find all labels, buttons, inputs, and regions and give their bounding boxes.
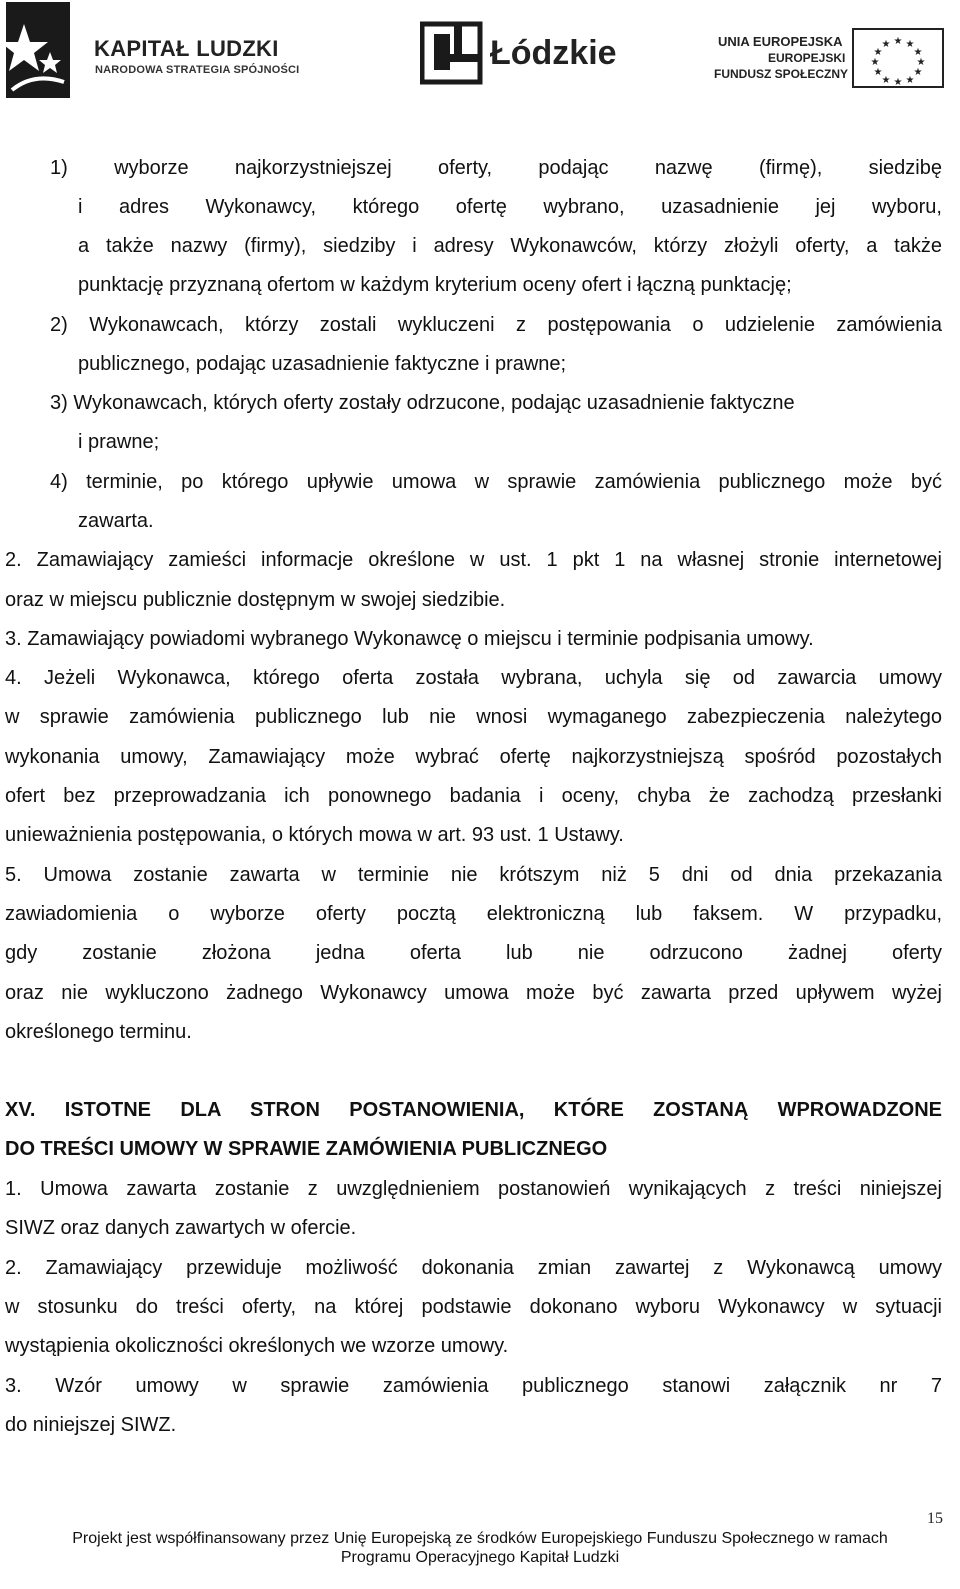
- paragraph-line: określonego terminu.: [5, 1021, 192, 1043]
- paragraph-line: 5. Umowa zostanie zawarta w terminie nie krótszym niż 5 dni od dnia przekazania: [5, 864, 942, 886]
- paragraph-line: 3) Wykonawcach, których oferty zostały odrzucone, podając uzasadnienie faktyczne: [50, 392, 795, 414]
- lodzkie-text: Łódzkie: [490, 34, 617, 72]
- footer-line-1: Projekt jest współfinansowany przez Unię Europejską ze środków Europejskiego Funduszu Społecznego w ramach: [72, 1530, 888, 1547]
- paragraph-line: a także nazwy (firmy), siedziby i adresy Wykonawców, którzy złożyli oferty, a także: [78, 235, 942, 257]
- paragraph-line: publicznego, podając uzasadnienie faktyczne i prawne;: [78, 353, 567, 375]
- svg-text:★: ★: [916, 57, 926, 68]
- paragraph-line: 2. Zamawiający zamieści informacje określone w ust. 1 pkt 1 na własnej stronie internetowej: [5, 549, 942, 571]
- eu-logo: [714, 22, 954, 92]
- paragraph-line: do niniejszej SIWZ.: [5, 1414, 177, 1436]
- kapital-ludzki-title: KAPITAŁ LUDZKI: [94, 36, 279, 61]
- paragraph-line: 2. Zamawiający przewiduje możliwość dokonania zmian zawartej z Wykonawcą umowy: [5, 1257, 942, 1279]
- paragraph-line: unieważnienia postępowania, o których mowa w art. 93 ust. 1 Ustawy.: [5, 824, 624, 846]
- page-header: [0, 0, 960, 100]
- svg-text:★: ★: [893, 77, 903, 88]
- eu-line-3: FUNDUSZ SPOŁECZNY: [714, 67, 849, 81]
- paragraph-line: zawiadomienia o wyborze oferty pocztą elektroniczną lub faksem. W przypadku,: [5, 903, 942, 925]
- paragraph-line: zawarta.: [78, 510, 154, 532]
- paragraph-line: wykonania umowy, Zamawiający może wybrać ofertę najkorzystniejszą spośród pozostałych: [5, 746, 942, 768]
- kapital-ludzki-subtitle: NARODOWA STRATEGIA SPÓJNOŚCI: [95, 64, 300, 76]
- svg-text:★: ★: [873, 47, 883, 58]
- paragraph-line: w sprawie zamówienia publicznego lub nie wnosi wymaganego zabezpieczenia należytego: [5, 706, 942, 728]
- svg-text:★: ★: [873, 67, 883, 78]
- paragraph-line: i adres Wykonawcy, którego ofertę wybrano, uzasadnienie jej wyboru,: [78, 196, 942, 218]
- kapital-ludzki-logo: [4, 2, 304, 98]
- paragraph-line: SIWZ oraz danych zawartych w ofercie.: [5, 1217, 357, 1239]
- paragraph-line: 4. Jeżeli Wykonawca, którego oferta została wybrana, uchyla się od zawarcia umowy: [5, 667, 942, 689]
- kapital-ludzki-star-icon: [4, 2, 74, 98]
- svg-text:★: ★: [913, 47, 923, 58]
- paragraph-line: wystąpienia okoliczności określonych we wzorze umowy.: [5, 1335, 509, 1357]
- lodzkie-emblem-icon: [420, 20, 484, 86]
- paragraph-line: 3. Zamawiający powiadomi wybranego Wykonawcę o miejscu i terminie podpisania umowy.: [5, 628, 814, 650]
- svg-text:★: ★: [870, 57, 880, 68]
- svg-text:★: ★: [893, 36, 903, 47]
- paragraph-line: ofert bez przeprowadzania ich ponownego badania i oceny, chyba że zachodzą przesłanki: [5, 785, 942, 807]
- footer-line-2: Programu Operacyjnego Kapitał Ludzki: [340, 1549, 620, 1566]
- paragraph-line: 2) Wykonawcach, którzy zostali wykluczeni z postępowania o udzielenie zamówienia: [50, 314, 942, 336]
- eu-line-2: EUROPEJSKI: [768, 51, 846, 65]
- paragraph-line: 1. Umowa zawarta zostanie z uwzględnieniem postanowień wynikających z treści niniejszej: [5, 1178, 942, 1200]
- svg-text:★: ★: [913, 67, 923, 78]
- paragraph-line: gdy zostanie złożona jedna oferta lub nie odrzucono żadnej oferty: [5, 942, 942, 964]
- section-heading-line: DO TREŚCI UMOWY W SPRAWIE ZAMÓWIENIA PUBLICZNEGO: [5, 1138, 608, 1160]
- paragraph-line: 1) wyborze najkorzystniejszej oferty, podając nazwę (firmę), siedzibę: [50, 157, 942, 179]
- paragraph-line: i prawne;: [78, 431, 160, 453]
- section-heading-line: XV. ISTOTNE DLA STRON POSTANOWIENIA, KTÓRE ZOSTANĄ WPROWADZONE: [5, 1099, 942, 1121]
- paragraph-line: oraz w miejscu publicznie dostępnym w swojej siedzibie.: [5, 589, 506, 611]
- svg-text:★: ★: [905, 75, 915, 86]
- page-number: 15: [927, 1510, 943, 1527]
- svg-text:★: ★: [905, 39, 915, 50]
- svg-text:★: ★: [881, 39, 891, 50]
- svg-text:★: ★: [881, 75, 891, 86]
- paragraph-line: oraz nie wykluczono żadnego Wykonawcy umowa może być zawarta przed upływem wyżej: [5, 982, 942, 1004]
- paragraph-line: 4) terminie, po którego upływie umowa w sprawie zamówienia publicznego może być: [50, 471, 942, 493]
- eu-line-1: UNIA EUROPEJSKA: [718, 34, 843, 49]
- paragraph-line: punktację przyznaną ofertom w każdym kryterium oceny ofert i łączną punktację;: [78, 274, 792, 296]
- eu-flag-icon: [852, 28, 944, 88]
- paragraph-line: w stosunku do treści oferty, na której podstawie dokonano wyboru Wykonawcy w sytuacji: [5, 1296, 942, 1318]
- paragraph-line: 3. Wzór umowy w sprawie zamówienia publicznego stanowi załącznik nr 7: [5, 1375, 942, 1397]
- lodzkie-logo: [420, 20, 620, 90]
